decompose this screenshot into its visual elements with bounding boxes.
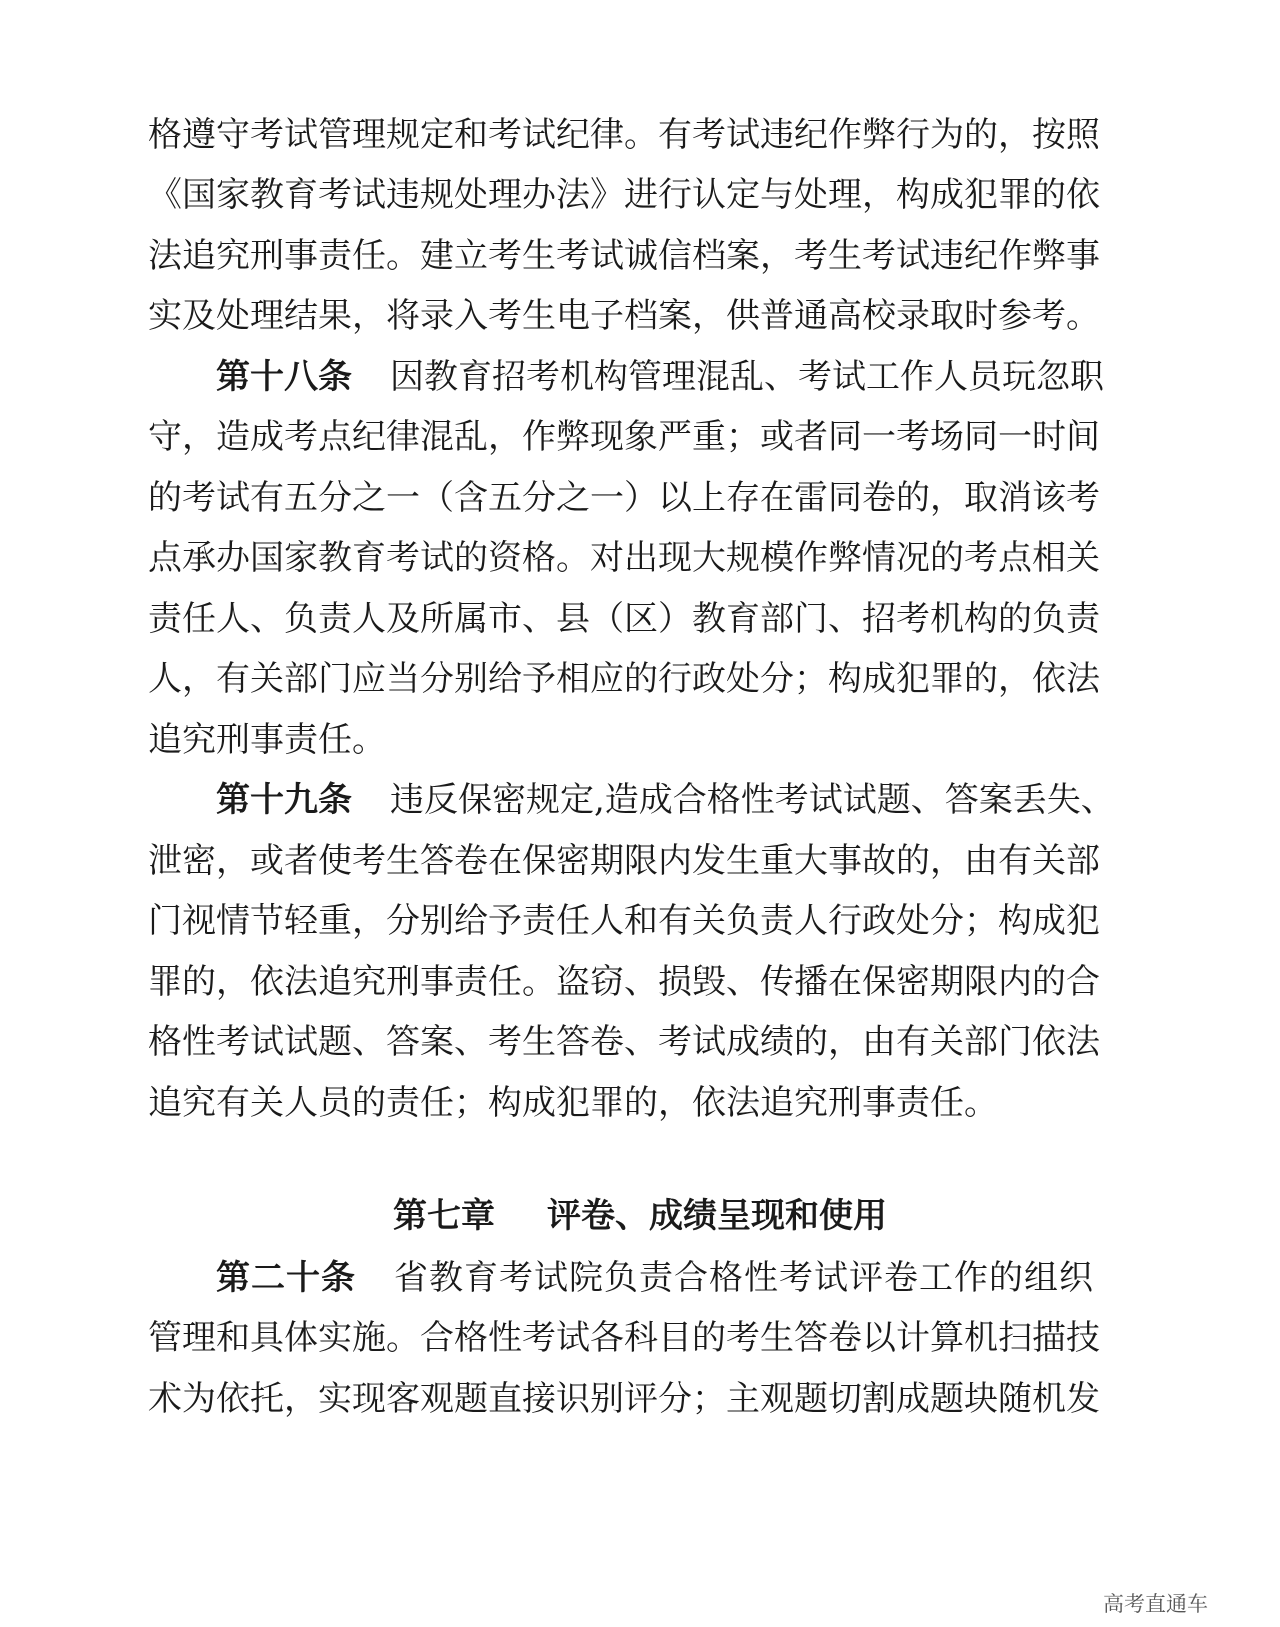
paragraph-line: 格性考试试题、答案、考生答卷、考试成绩的，由有关部门依法 xyxy=(148,1022,1100,1062)
paragraph-line: 点承办国家教育考试的资格。对出现大规模作弊情况的考点相关 xyxy=(148,538,1100,578)
paragraph-line: 泄密，或者使考生答卷在保密期限内发生重大事故的，由有关部 xyxy=(148,841,1100,881)
paragraph-line: 责任人、负责人及所属市、县（区）教育部门、招考机构的负责 xyxy=(148,599,1100,639)
article-20-first-line xyxy=(216,1250,1093,1306)
article-20-heading: 第二十条 xyxy=(216,1258,356,1298)
article-18-text: 因教育招考机构管理混乱、考试工作人员玩忽职 xyxy=(390,357,1104,397)
article-19-first-line xyxy=(216,772,1115,828)
watermark: 高考直通车 xyxy=(1103,1592,1208,1616)
paragraph-line: 追究有关人员的责任；构成犯罪的，依法追究刑事责任。 xyxy=(148,1083,998,1123)
paragraph-line: 《国家教育考试违规处理办法》进行认定与处理，构成犯罪的依 xyxy=(148,175,1100,215)
paragraph-line: 实及处理结果，将录入考生电子档案，供普通高校录取时参考。 xyxy=(148,296,1100,336)
paragraph-line: 法追究刑事责任。建立考生考试诚信档案，考生考试违纪作弊事 xyxy=(148,236,1100,276)
paragraph-line: 罪的，依法追究刑事责任。盗窃、损毁、传播在保密期限内的合 xyxy=(148,962,1100,1002)
paragraph-line: 的考试有五分之一（含五分之一）以上存在雷同卷的，取消该考 xyxy=(148,478,1100,518)
article-19-text: 违反保密规定,造成合格性考试试题、答案丢失、 xyxy=(390,780,1115,820)
article-19-heading: 第十九条 xyxy=(216,780,352,820)
article-18-heading: 第十八条 xyxy=(216,357,352,397)
paragraph-line: 术为依托，实现客观题直接识别评分；主观题切割成题块随机发 xyxy=(148,1379,1100,1419)
paragraph-line: 追究刑事责任。 xyxy=(148,720,386,760)
paragraph-line: 人，有关部门应当分别给予相应的行政处分；构成犯罪的，依法 xyxy=(148,659,1100,699)
chapter-number: 第七章 xyxy=(393,1196,495,1236)
paragraph-line: 格遵守考试管理规定和考试纪律。有考试违纪作弊行为的，按照 xyxy=(148,115,1100,155)
chapter-title: 评卷、成绩呈现和使用 xyxy=(547,1196,887,1236)
chapter-heading xyxy=(0,1188,1280,1244)
paragraph-line: 门视情节轻重，分别给予责任人和有关负责人行政处分；构成犯 xyxy=(148,901,1100,941)
article-20-text: 省教育考试院负责合格性考试评卷工作的组织 xyxy=(394,1258,1093,1298)
paragraph-line: 守，造成考点纪律混乱，作弊现象严重；或者同一考场同一时间 xyxy=(148,417,1100,457)
paragraph-line: 管理和具体实施。合格性考试各科目的考生答卷以计算机扫描技 xyxy=(148,1318,1100,1358)
article-18-first-line xyxy=(216,349,1104,405)
